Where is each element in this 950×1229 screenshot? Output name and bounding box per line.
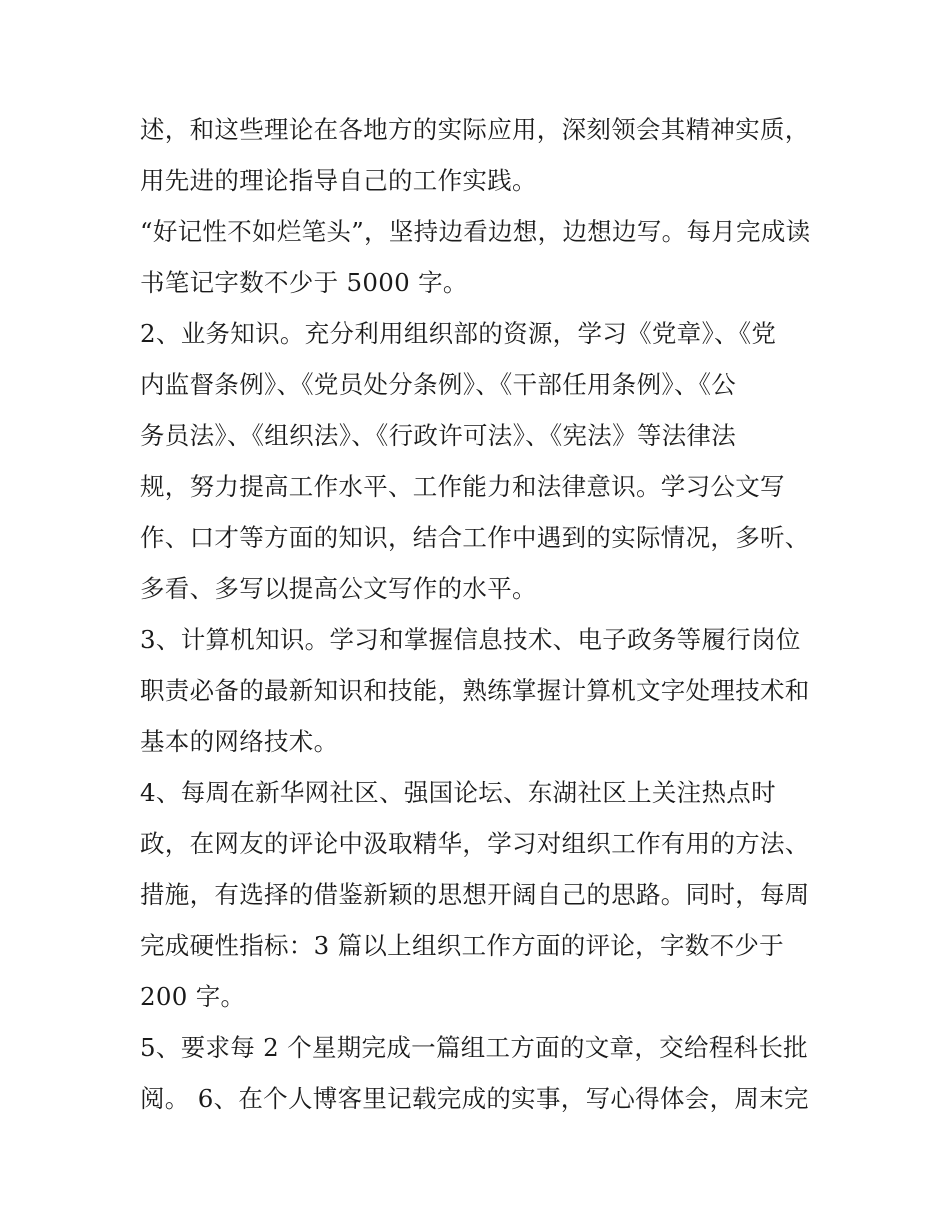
text-line: 200 字。 xyxy=(140,982,246,1011)
text-line: 阅。 6、在个人博客里记载完成的实事，写心得体会，周末完 xyxy=(140,1084,809,1113)
text-line: 5、要求每 2 个星期完成一篇组工方面的文章，交给程科长批 xyxy=(140,1033,808,1062)
text-line: 务员法》、《组织法》、《行政许可法》、《宪法》等法律法 xyxy=(140,421,737,450)
text-line: 内监督条例》、《党员处分条例》、《干部任用条例》、《公 xyxy=(140,370,737,399)
text-line: 政，在网友的评论中汲取精华，学习对组织工作有用的方法、 xyxy=(140,829,810,858)
text-line: 2、业务知识。充分利用组织部的资源，学习《党章》、《党 xyxy=(140,319,777,348)
text-line: 基本的网络技术。 xyxy=(140,727,339,756)
text-line: 作、口才等方面的知识，结合工作中遇到的实际情况，多听、 xyxy=(140,523,810,552)
text-line: 措施，有选择的借鉴新颖的思想开阔自己的思路。同时，每周 xyxy=(140,880,810,909)
text-line: 3、计算机知识。学习和掌握信息技术、电子政务等履行岗位 xyxy=(140,625,801,654)
text-line: 书笔记字数不少于 5000 字。 xyxy=(140,268,468,297)
text-line: 用先进的理论指导自己的工作实践。 xyxy=(140,166,537,195)
text-line: 多看、多写以提高公文写作的水平。 xyxy=(140,574,537,603)
text-line: 规，努力提高工作水平、工作能力和法律意识。学习公文写 xyxy=(140,472,785,501)
text-line: 述，和这些理论在各地方的实际应用，深刻领会其精神实质， xyxy=(140,115,810,144)
document-body xyxy=(140,104,820,1124)
text-line: 职责必备的最新知识和技能，熟练掌握计算机文字处理技术和 xyxy=(140,676,810,705)
text-line: “好记性不如烂笔头”，坚持边看边想，边想边写。每月完成读 xyxy=(140,217,811,246)
text-line: 完成硬性指标：3 篇以上组织工作方面的评论，字数不少于 xyxy=(140,931,784,960)
text-line: 4、每周在新华网社区、强国论坛、东湖社区上关注热点时 xyxy=(140,778,776,807)
